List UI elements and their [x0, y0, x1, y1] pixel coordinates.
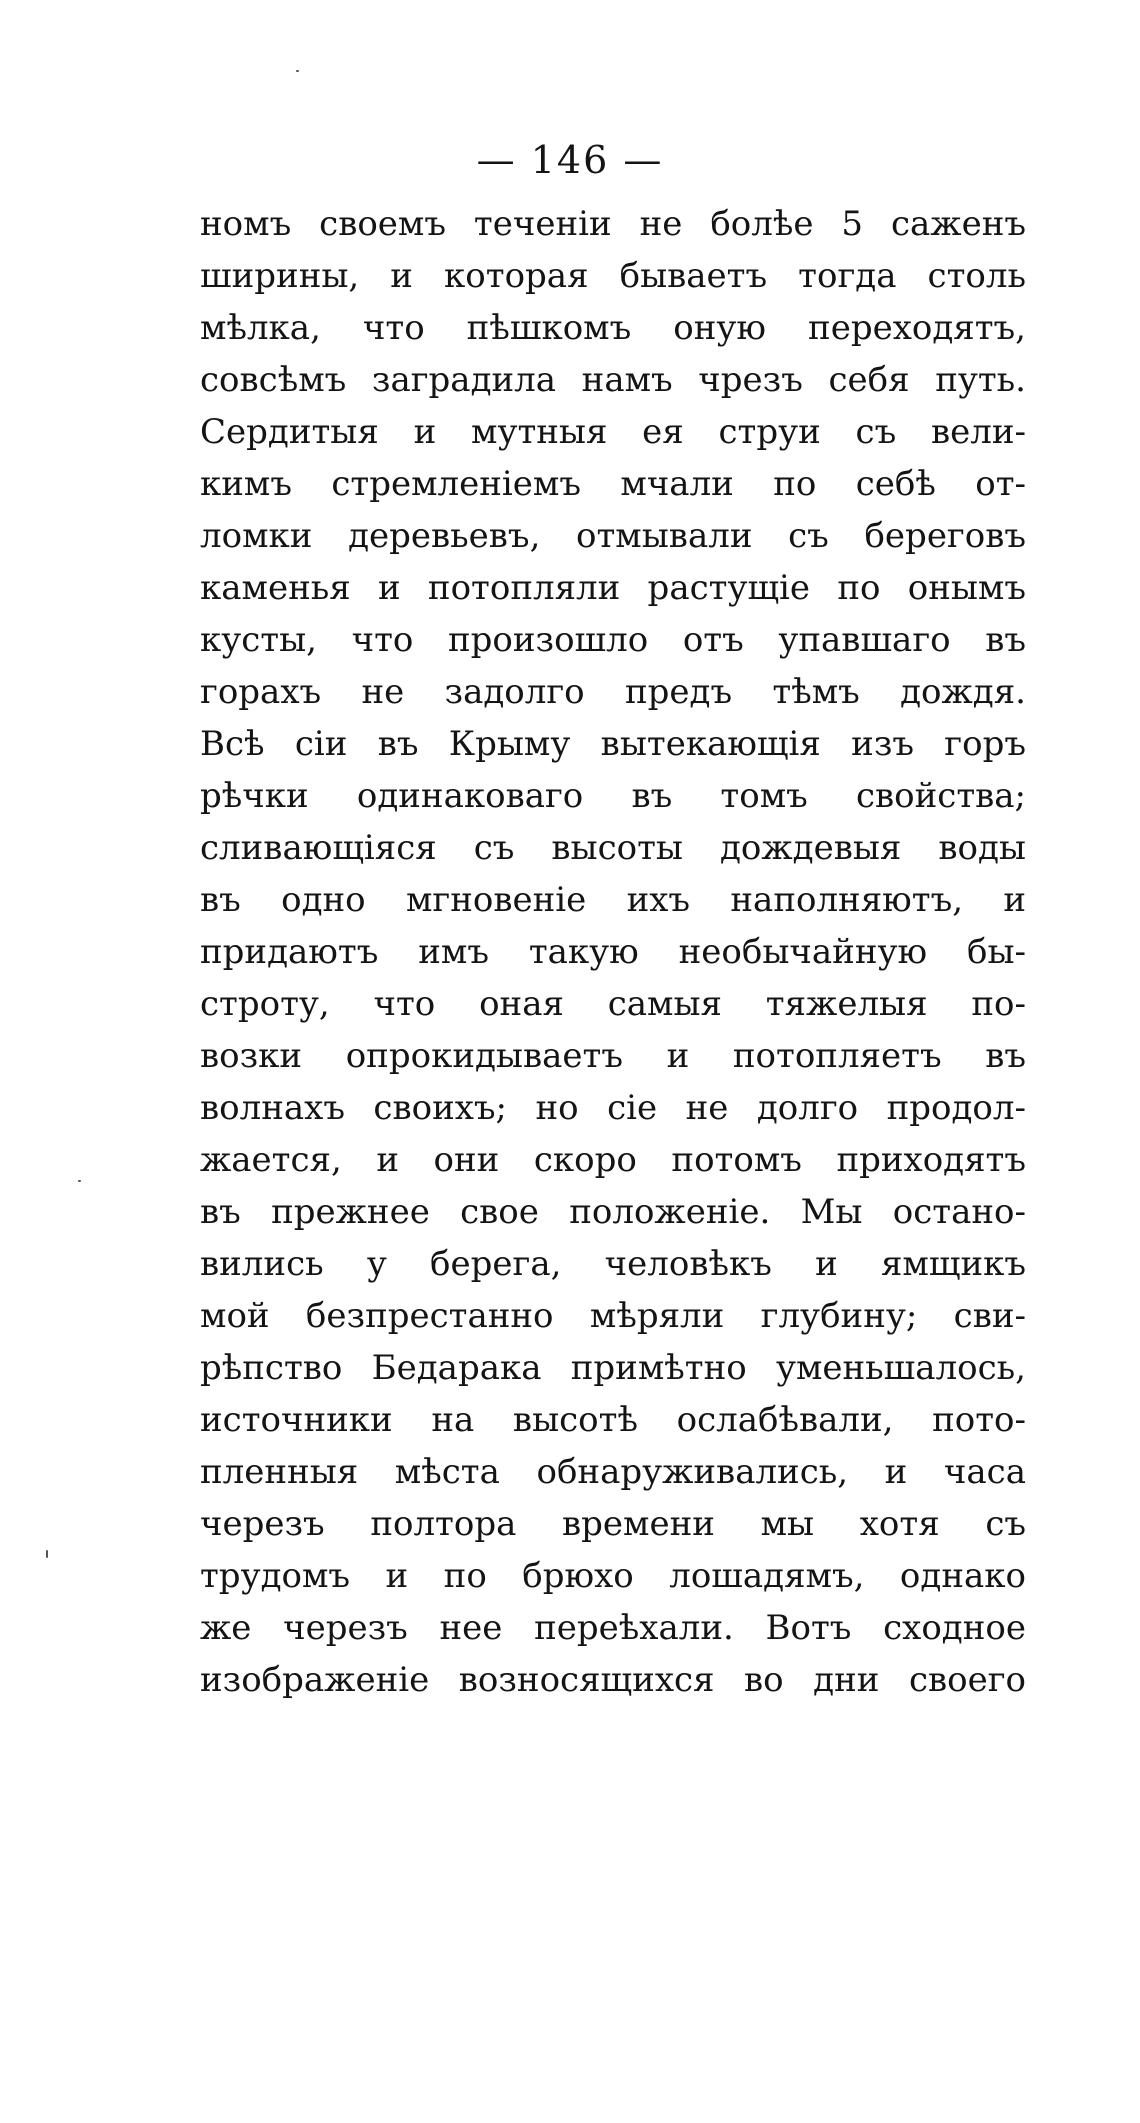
text-line: мой безпрестанно мѣряли глубину; сви-: [200, 1296, 1026, 1336]
text-line: возки опрокидываетъ и потопляетъ въ: [200, 1036, 1026, 1076]
text-line: пленныя мѣста обнаруживались, и часа: [200, 1452, 1026, 1492]
text-line: волнахъ своихъ; но сіе не долго продол-: [200, 1088, 1026, 1128]
text-line: въ прежнее свое положеніе. Мы остано-: [200, 1192, 1026, 1232]
text-line: Всѣ сіи въ Крыму вытекающія изъ горъ: [200, 724, 1026, 764]
text-line: источники на высотѣ ослабѣвали, пото-: [200, 1400, 1026, 1440]
text-line: рѣпство Бедарака примѣтно уменьшалось,: [200, 1348, 1026, 1388]
text-line: вились у берега, человѣкъ и ямщикъ: [200, 1244, 1026, 1284]
text-line: кусты, что произошло отъ упавшаго въ: [200, 620, 1026, 660]
text-line: Сердитыя и мутныя ея струи съ вели-: [200, 412, 1026, 452]
text-line: придаютъ имъ такую необычайную бы-: [200, 932, 1026, 972]
text-line: мѣлка, что пѣшкомъ оную переходятъ,: [200, 308, 1026, 348]
text-line: горахъ не задолго предъ тѣмъ дождя.: [200, 672, 1026, 712]
text-line: черезъ полтора времени мы хотя съ: [200, 1504, 1026, 1544]
text-line: жается, и они скоро потомъ приходятъ: [200, 1140, 1026, 1180]
page-number: — 146 —: [476, 138, 664, 182]
text-line: же черезъ нее переѣхали. Вотъ сходное: [200, 1608, 1026, 1648]
paper-speck: [46, 1550, 48, 1558]
body-text: [200, 198, 1026, 1706]
text-line: ломки деревьевъ, отмывали съ береговъ: [200, 516, 1026, 556]
text-line: совсѣмъ заградила намъ чрезъ себя путь.: [200, 360, 1026, 400]
text-line: кимъ стремленіемъ мчали по себѣ от-: [200, 464, 1026, 504]
text-line: изображеніе возносящихся во дни своего: [200, 1660, 1026, 1700]
text-line: въ одно мгновеніе ихъ наполняютъ, и: [200, 880, 1026, 920]
text-line: строту, что оная самыя тяжелыя по-: [200, 984, 1026, 1024]
paper-speck: [296, 70, 299, 72]
text-line: каменья и потопляли растущіе по онымъ: [200, 568, 1026, 608]
text-line: рѣчки одинаковаго въ томъ свойства;: [200, 776, 1026, 816]
text-line: трудомъ и по брюхо лошадямъ, однако: [200, 1556, 1026, 1596]
text-line: номъ своемъ теченіи не болѣе 5 саженъ: [200, 204, 1026, 244]
text-line: сливающіяся съ высоты дождевыя воды: [200, 828, 1026, 868]
text-line: ширины, и которая бываетъ тогда столь: [200, 256, 1026, 296]
paper-speck: [78, 1180, 81, 1182]
